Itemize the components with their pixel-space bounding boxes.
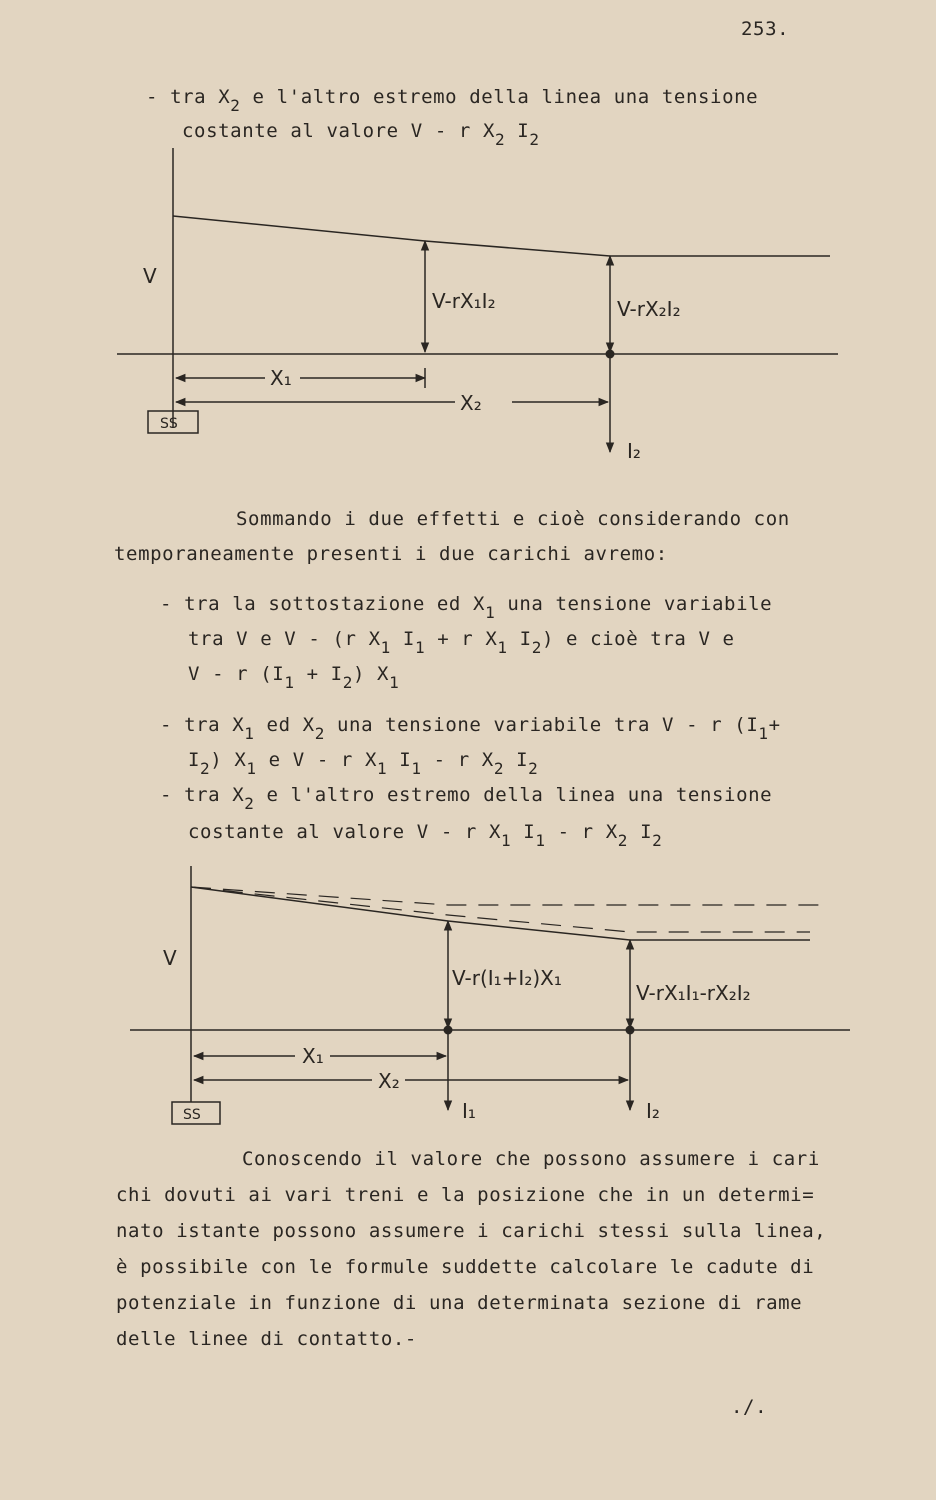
paragraph-1-line-2: temporaneamente presenti i due carichi avremo: xyxy=(114,543,668,565)
drop-label-2: V-rX₂I₂ xyxy=(617,297,681,321)
i2-label-2: I₂ xyxy=(646,1099,660,1123)
item-c-line-2: costante al valore V - r $X_1$ $I_1$ - r $X_2$ $I_2$ xyxy=(188,821,663,850)
page-number: 253. xyxy=(741,18,790,40)
item-c-line-1: - tra $X_2$ e l'altro estremo della linea una tensione xyxy=(160,784,773,813)
x1-label-2: X₁ xyxy=(302,1044,324,1068)
item-b-line-1: - tra $X_1$ ed $X_2$ una tensione variabile tra V - r ($I_1+$ xyxy=(160,714,781,743)
x1-label: X₁ xyxy=(270,366,292,390)
load-point-1 xyxy=(444,1026,453,1035)
paragraph-2-line-2: chi dovuti ai vari treni e la posizione che in un determi= xyxy=(116,1184,815,1206)
ss-label-2: SS xyxy=(183,1107,201,1123)
v-label: V xyxy=(143,264,157,288)
i2-label: I₂ xyxy=(627,439,641,463)
item-a-line-1: - tra la sottostazione ed $X_1$ una tensione variabile xyxy=(160,593,773,622)
paragraph-2-line-6: delle linee di contatto.- xyxy=(116,1328,417,1350)
drop-label-4: V-rX₁I₁-rX₂I₂ xyxy=(636,981,751,1005)
x2-label: X₂ xyxy=(460,391,482,415)
paragraph-2-line-3: nato istante possono assumere i carichi stessi sulla linea, xyxy=(116,1220,827,1242)
item-a-line-3: V - r $(I_1 + I_2)$ $X_1$ xyxy=(188,663,400,692)
ss-label: SS xyxy=(160,416,178,432)
v-label-2: V xyxy=(163,946,177,970)
page-footer-mark: ./. xyxy=(731,1396,768,1418)
paragraph-2-line-5: potenziale in funzione di una determinata sezione di rame xyxy=(116,1292,803,1314)
paragraph-2-line-4: è possibile con le formule suddette calcolare le cadute di xyxy=(116,1256,815,1278)
item-b-line-2: $I_2$) $X_1$ e V - r $X_1$ $I_1$ - r $X_2$ $I_2$ xyxy=(188,749,539,778)
x2-label-2: X₂ xyxy=(378,1069,400,1093)
drop-label-1: V-rX₁I₂ xyxy=(432,289,496,313)
i1-label: I₁ xyxy=(462,1099,476,1123)
dashed-effect-load-2 xyxy=(191,887,810,932)
intro-line-2: costante al valore V - r $X_2$ $I_2$ xyxy=(182,120,540,149)
paragraph-2-line-1: Conoscendo il valore che possono assumere i cari xyxy=(242,1148,820,1170)
drop-label-3: V-r(I₁+I₂)X₁ xyxy=(452,966,562,990)
item-a-line-2: tra V e V - (r $X_1$ $I_1 + r$ $X_1$ $I_2$) e cioè tra V e xyxy=(188,628,735,657)
dashed-effect-load-1 xyxy=(191,887,830,905)
paragraph-1-line-1: Sommando i due effetti e cioè considerando con xyxy=(236,508,790,530)
load-point-2b xyxy=(626,1026,635,1035)
intro-line-1: - tra $X_2$ e l'altro estremo della linea una tensione xyxy=(146,86,759,115)
